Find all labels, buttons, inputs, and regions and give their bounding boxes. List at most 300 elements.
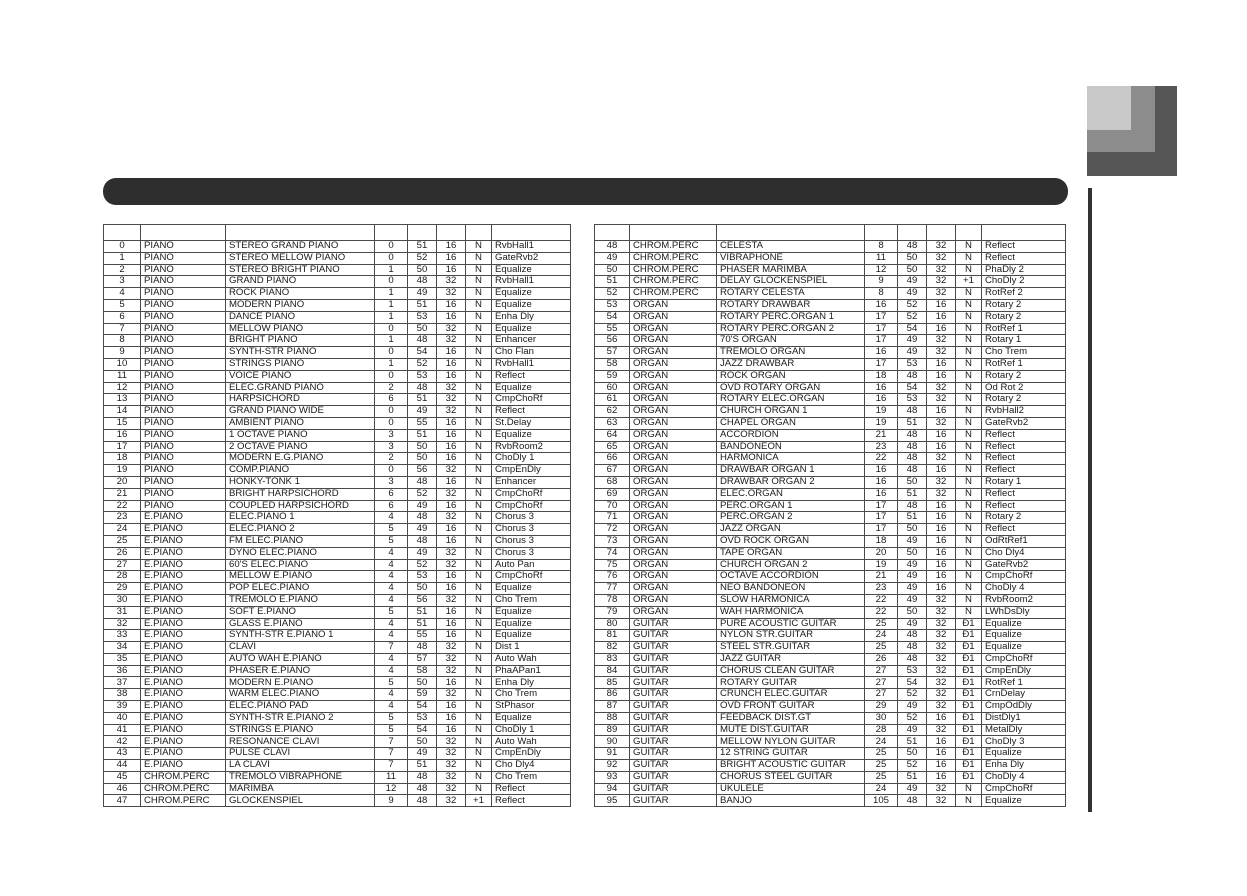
cell-octave: N xyxy=(466,453,492,465)
cell-volume: 32 xyxy=(437,382,466,394)
cell-msb: 4 xyxy=(375,665,408,677)
cell-group: ORGAN xyxy=(630,417,717,429)
cell-program: 50 xyxy=(898,252,927,264)
cell-msb: 20 xyxy=(865,547,898,559)
cell-number: 59 xyxy=(595,370,630,382)
cell-program: 51 xyxy=(408,429,437,441)
cell-msb: 8 xyxy=(865,288,898,300)
table-row xyxy=(104,311,571,323)
cell-volume: 16 xyxy=(927,311,956,323)
cell-octave: N xyxy=(956,783,982,795)
table-row xyxy=(104,358,571,370)
cell-voice-name: MELLOW PIANO xyxy=(226,323,375,335)
cell-number: 46 xyxy=(104,783,141,795)
column-header xyxy=(408,225,437,241)
table-row xyxy=(595,559,1066,571)
cell-msb: 5 xyxy=(375,535,408,547)
cell-program: 49 xyxy=(408,406,437,418)
table-row xyxy=(595,311,1066,323)
cell-msb: 0 xyxy=(375,252,408,264)
table-row xyxy=(104,689,571,701)
cell-group: ORGAN xyxy=(630,476,717,488)
cell-number: 77 xyxy=(595,583,630,595)
cell-octave: N xyxy=(466,701,492,713)
cell-voice-name: BRIGHT ACOUSTIC GUITAR xyxy=(717,760,865,772)
cell-volume: 16 xyxy=(927,535,956,547)
cell-number: 18 xyxy=(104,453,141,465)
cell-volume: 16 xyxy=(437,252,466,264)
cell-effect: Equalize xyxy=(492,288,571,300)
cell-number: 90 xyxy=(595,736,630,748)
table-row xyxy=(104,571,571,583)
cell-voice-name: WARM ELEC.PIANO xyxy=(226,689,375,701)
cell-program: 50 xyxy=(408,583,437,595)
cell-group: E.PIANO xyxy=(141,547,226,559)
table-row xyxy=(595,382,1066,394)
cell-voice-name: PERC.ORGAN 1 xyxy=(717,500,865,512)
table-row xyxy=(104,264,571,276)
cell-voice-name: NEO BANDONEON xyxy=(717,583,865,595)
cell-voice-name: ELEC.ORGAN xyxy=(717,488,865,500)
cell-volume: 32 xyxy=(927,783,956,795)
cell-group: PIANO xyxy=(141,335,226,347)
cell-volume: 16 xyxy=(927,583,956,595)
cell-effect: Chorus 3 xyxy=(492,547,571,559)
cell-octave: Ð1 xyxy=(956,642,982,654)
cell-volume: 32 xyxy=(927,795,956,807)
cell-program: 54 xyxy=(408,701,437,713)
cell-msb: 18 xyxy=(865,370,898,382)
cell-octave: N xyxy=(466,264,492,276)
cell-voice-name: JAZZ DRAWBAR xyxy=(717,358,865,370)
table-row xyxy=(595,748,1066,760)
cell-effect: Rotary 1 xyxy=(982,335,1066,347)
cell-volume: 32 xyxy=(437,594,466,606)
table-row xyxy=(104,642,571,654)
cell-volume: 32 xyxy=(437,642,466,654)
cell-msb: 6 xyxy=(375,394,408,406)
cell-voice-name: OVD FRONT GUITAR xyxy=(717,701,865,713)
cell-group: ORGAN xyxy=(630,535,717,547)
table-right-body xyxy=(595,241,1066,807)
cell-group: PIANO xyxy=(141,276,226,288)
cell-group: GUITAR xyxy=(630,630,717,642)
cell-volume: 32 xyxy=(437,795,466,807)
cell-effect: Auto Pan xyxy=(492,559,571,571)
cell-program: 50 xyxy=(408,441,437,453)
cell-msb: 1 xyxy=(375,335,408,347)
cell-octave: N xyxy=(956,299,982,311)
table-row xyxy=(595,417,1066,429)
cell-octave: N xyxy=(956,524,982,536)
cell-number: 65 xyxy=(595,441,630,453)
cell-volume: 32 xyxy=(437,771,466,783)
cell-volume: 16 xyxy=(927,465,956,477)
cell-effect: Rotary 2 xyxy=(982,512,1066,524)
cell-octave: N xyxy=(956,795,982,807)
cell-effect: CmpChoRf xyxy=(982,653,1066,665)
cell-number: 68 xyxy=(595,476,630,488)
cell-voice-name: 1 OCTAVE PIANO xyxy=(226,429,375,441)
cell-group: GUITAR xyxy=(630,771,717,783)
cell-group: ORGAN xyxy=(630,429,717,441)
cell-effect: Equalize xyxy=(492,630,571,642)
column-header xyxy=(898,225,927,241)
cell-effect: Reflect xyxy=(982,252,1066,264)
cell-group: E.PIANO xyxy=(141,748,226,760)
cell-number: 79 xyxy=(595,606,630,618)
cell-msb: 24 xyxy=(865,736,898,748)
cell-group: ORGAN xyxy=(630,500,717,512)
cell-number: 87 xyxy=(595,701,630,713)
cell-msb: 19 xyxy=(865,406,898,418)
cell-msb: 23 xyxy=(865,441,898,453)
cell-group: E.PIANO xyxy=(141,724,226,736)
cell-msb: 3 xyxy=(375,476,408,488)
cell-volume: 32 xyxy=(927,252,956,264)
cell-msb: 1 xyxy=(375,288,408,300)
column-header xyxy=(141,225,226,241)
cell-group: E.PIANO xyxy=(141,571,226,583)
cell-effect: Dist 1 xyxy=(492,642,571,654)
cell-group: PIANO xyxy=(141,476,226,488)
cell-msb: 27 xyxy=(865,689,898,701)
cell-msb: 16 xyxy=(865,465,898,477)
cell-group: ORGAN xyxy=(630,606,717,618)
table-row xyxy=(104,323,571,335)
cell-volume: 32 xyxy=(927,677,956,689)
cell-program: 49 xyxy=(408,547,437,559)
table-row xyxy=(595,488,1066,500)
cell-program: 50 xyxy=(898,524,927,536)
cell-program: 48 xyxy=(898,441,927,453)
cell-octave: N xyxy=(466,417,492,429)
cell-octave: N xyxy=(466,594,492,606)
cell-effect: Equalize xyxy=(492,583,571,595)
cell-volume: 16 xyxy=(437,241,466,253)
cell-octave: N xyxy=(466,323,492,335)
table-row xyxy=(595,299,1066,311)
cell-effect: Equalize xyxy=(492,618,571,630)
cell-number: 25 xyxy=(104,535,141,547)
cell-number: 21 xyxy=(104,488,141,500)
table-row xyxy=(104,299,571,311)
cell-voice-name: OCTAVE ACCORDION xyxy=(717,571,865,583)
cell-program: 50 xyxy=(408,677,437,689)
cell-group: GUITAR xyxy=(630,618,717,630)
cell-number: 9 xyxy=(104,347,141,359)
cell-number: 60 xyxy=(595,382,630,394)
cell-group: E.PIANO xyxy=(141,665,226,677)
cell-octave: N xyxy=(466,606,492,618)
cell-program: 51 xyxy=(898,736,927,748)
cell-octave: N xyxy=(956,594,982,606)
cell-voice-name: NYLON STR.GUITAR xyxy=(717,630,865,642)
cell-volume: 16 xyxy=(437,358,466,370)
cell-volume: 32 xyxy=(927,630,956,642)
cell-number: 39 xyxy=(104,701,141,713)
cell-effect: Reflect xyxy=(982,488,1066,500)
column-header xyxy=(630,225,717,241)
cell-volume: 32 xyxy=(437,748,466,760)
cell-volume: 32 xyxy=(927,488,956,500)
cell-voice-name: PURE ACOUSTIC GUITAR xyxy=(717,618,865,630)
cell-effect: Equalize xyxy=(492,323,571,335)
cell-volume: 32 xyxy=(927,689,956,701)
cell-effect: StPhasor xyxy=(492,701,571,713)
cell-number: 2 xyxy=(104,264,141,276)
cell-octave: N xyxy=(956,406,982,418)
cell-octave: N xyxy=(956,488,982,500)
cell-volume: 32 xyxy=(927,347,956,359)
cell-octave: N xyxy=(956,606,982,618)
cell-effect: RvbRoom2 xyxy=(982,594,1066,606)
cell-program: 53 xyxy=(408,370,437,382)
cell-octave: N xyxy=(956,465,982,477)
cell-group: ORGAN xyxy=(630,465,717,477)
column-header xyxy=(375,225,408,241)
column-header xyxy=(595,225,630,241)
cell-program: 48 xyxy=(408,382,437,394)
cell-voice-name: ROTARY GUITAR xyxy=(717,677,865,689)
cell-volume: 16 xyxy=(437,701,466,713)
cell-voice-name: CHORUS STEEL GUITAR xyxy=(717,771,865,783)
cell-program: 48 xyxy=(898,500,927,512)
section-header-bar xyxy=(103,178,1068,205)
cell-volume: 16 xyxy=(927,429,956,441)
cell-octave: N xyxy=(956,500,982,512)
cell-voice-name: TREMOLO VIBRAPHONE xyxy=(226,771,375,783)
cell-program: 49 xyxy=(898,724,927,736)
cell-group: E.PIANO xyxy=(141,524,226,536)
cell-octave: Ð1 xyxy=(956,618,982,630)
cell-program: 52 xyxy=(408,252,437,264)
table-row xyxy=(104,665,571,677)
cell-number: 8 xyxy=(104,335,141,347)
cell-number: 22 xyxy=(104,500,141,512)
cell-octave: N xyxy=(956,382,982,394)
cell-msb: 16 xyxy=(865,394,898,406)
cell-octave: Ð1 xyxy=(956,748,982,760)
cell-octave: +1 xyxy=(956,276,982,288)
table-row xyxy=(104,594,571,606)
cell-octave: N xyxy=(466,618,492,630)
table-row xyxy=(104,512,571,524)
cell-group: PIANO xyxy=(141,465,226,477)
cell-voice-name: SOFT E.PIANO xyxy=(226,606,375,618)
cell-number: 66 xyxy=(595,453,630,465)
cell-program: 59 xyxy=(408,689,437,701)
cell-effect: PhaDly 2 xyxy=(982,264,1066,276)
cell-group: ORGAN xyxy=(630,299,717,311)
cell-voice-name: ELEC.PIANO 1 xyxy=(226,512,375,524)
right-margin-bar xyxy=(1088,188,1092,812)
cell-msb: 29 xyxy=(865,701,898,713)
cell-volume: 32 xyxy=(927,665,956,677)
cell-group: CHROM.PERC xyxy=(630,252,717,264)
cell-msb: 0 xyxy=(375,417,408,429)
cell-volume: 16 xyxy=(437,500,466,512)
cell-group: CHROM.PERC xyxy=(630,241,717,253)
cell-msb: 1 xyxy=(375,311,408,323)
cell-voice-name: 60'S ELEC.PIANO xyxy=(226,559,375,571)
cell-msb: 1 xyxy=(375,299,408,311)
cell-number: 1 xyxy=(104,252,141,264)
table-row xyxy=(595,512,1066,524)
cell-effect: Rotary 1 xyxy=(982,476,1066,488)
cell-volume: 16 xyxy=(927,524,956,536)
cell-voice-name: OVD ROCK ORGAN xyxy=(717,535,865,547)
cell-msb: 19 xyxy=(865,417,898,429)
cell-program: 51 xyxy=(408,606,437,618)
cell-volume: 32 xyxy=(927,335,956,347)
cell-octave: N xyxy=(466,524,492,536)
cell-program: 50 xyxy=(408,453,437,465)
cell-program: 53 xyxy=(898,358,927,370)
table-row xyxy=(104,241,571,253)
cell-group: GUITAR xyxy=(630,724,717,736)
cell-voice-name: MODERN E.PIANO xyxy=(226,677,375,689)
cell-effect: Reflect xyxy=(982,241,1066,253)
cell-effect: RvbHall1 xyxy=(492,276,571,288)
cell-msb: 22 xyxy=(865,453,898,465)
cell-volume: 32 xyxy=(437,488,466,500)
cell-voice-name: STEREO GRAND PIANO xyxy=(226,241,375,253)
cell-voice-name: ELEC.PIANO 2 xyxy=(226,524,375,536)
cell-effect: Enha Dly xyxy=(492,311,571,323)
cell-group: ORGAN xyxy=(630,347,717,359)
cell-msb: 11 xyxy=(375,771,408,783)
cell-group: E.PIANO xyxy=(141,606,226,618)
cell-voice-name: MARIMBA xyxy=(226,783,375,795)
cell-number: 49 xyxy=(595,252,630,264)
cell-number: 47 xyxy=(104,795,141,807)
cell-octave: N xyxy=(466,559,492,571)
cell-number: 40 xyxy=(104,712,141,724)
cell-program: 48 xyxy=(408,512,437,524)
cell-msb: 3 xyxy=(375,441,408,453)
cell-octave: N xyxy=(466,370,492,382)
table-row xyxy=(595,583,1066,595)
cell-volume: 16 xyxy=(437,299,466,311)
cell-group: ORGAN xyxy=(630,394,717,406)
cell-program: 52 xyxy=(898,689,927,701)
cell-effect: CmpChoRf xyxy=(492,571,571,583)
table-row xyxy=(595,252,1066,264)
cell-voice-name: ELEC.PIANO PAD xyxy=(226,701,375,713)
cell-msb: 0 xyxy=(375,241,408,253)
cell-program: 53 xyxy=(898,394,927,406)
cell-volume: 16 xyxy=(437,677,466,689)
cell-octave: Ð1 xyxy=(956,724,982,736)
cell-msb: 2 xyxy=(375,453,408,465)
cell-voice-name: ACCORDION xyxy=(717,429,865,441)
cell-octave: N xyxy=(466,630,492,642)
cell-voice-name: CLAVI xyxy=(226,642,375,654)
header-row xyxy=(104,225,571,241)
cell-program: 48 xyxy=(898,241,927,253)
cell-number: 34 xyxy=(104,642,141,654)
cell-number: 12 xyxy=(104,382,141,394)
cell-octave: N xyxy=(466,358,492,370)
cell-group: E.PIANO xyxy=(141,535,226,547)
cell-program: 50 xyxy=(898,547,927,559)
cell-voice-name: FEEDBACK DIST.GT xyxy=(717,712,865,724)
cell-number: 82 xyxy=(595,642,630,654)
cell-number: 27 xyxy=(104,559,141,571)
cell-msb: 0 xyxy=(375,276,408,288)
cell-effect: Rotary 2 xyxy=(982,299,1066,311)
cell-volume: 32 xyxy=(927,241,956,253)
cell-number: 69 xyxy=(595,488,630,500)
cell-effect: Auto Wah xyxy=(492,653,571,665)
cell-volume: 32 xyxy=(927,642,956,654)
cell-group: ORGAN xyxy=(630,571,717,583)
cell-volume: 16 xyxy=(927,323,956,335)
cell-number: 6 xyxy=(104,311,141,323)
table-row xyxy=(595,724,1066,736)
cell-octave: N xyxy=(956,535,982,547)
cell-octave: N xyxy=(466,512,492,524)
cell-effect: Enhancer xyxy=(492,476,571,488)
table-row xyxy=(104,547,571,559)
cell-volume: 32 xyxy=(437,276,466,288)
cell-voice-name: CHURCH ORGAN 2 xyxy=(717,559,865,571)
table-row xyxy=(104,748,571,760)
cell-volume: 16 xyxy=(927,500,956,512)
cell-volume: 16 xyxy=(437,370,466,382)
cell-octave: N xyxy=(466,465,492,477)
cell-msb: 5 xyxy=(375,724,408,736)
cell-program: 49 xyxy=(898,618,927,630)
cell-group: PIANO xyxy=(141,370,226,382)
cell-effect: CmpChoRf xyxy=(492,488,571,500)
table-row xyxy=(595,429,1066,441)
cell-number: 3 xyxy=(104,276,141,288)
cell-group: GUITAR xyxy=(630,689,717,701)
table-row xyxy=(595,736,1066,748)
cell-effect: Rotary 2 xyxy=(982,394,1066,406)
cell-number: 92 xyxy=(595,760,630,772)
cell-octave: N xyxy=(956,559,982,571)
cell-group: ORGAN xyxy=(630,547,717,559)
cell-group: CHROM.PERC xyxy=(630,288,717,300)
cell-volume: 32 xyxy=(927,618,956,630)
cell-octave: N xyxy=(956,241,982,253)
cell-number: 50 xyxy=(595,264,630,276)
cell-voice-name: CHAPEL ORGAN xyxy=(717,417,865,429)
cell-number: 32 xyxy=(104,618,141,630)
cell-number: 24 xyxy=(104,524,141,536)
cell-octave: N xyxy=(956,571,982,583)
cell-octave: N xyxy=(466,288,492,300)
cell-effect: Cho Trem xyxy=(492,771,571,783)
cell-effect: Enhancer xyxy=(492,335,571,347)
cell-voice-name: SYNTH-STR PIANO xyxy=(226,347,375,359)
cell-voice-name: HONKY-TONK 1 xyxy=(226,476,375,488)
cell-effect: Equalize xyxy=(982,618,1066,630)
cell-group: PIANO xyxy=(141,488,226,500)
cell-number: 54 xyxy=(595,311,630,323)
column-header xyxy=(466,225,492,241)
cell-volume: 32 xyxy=(927,394,956,406)
cell-msb: 25 xyxy=(865,618,898,630)
cell-msb: 4 xyxy=(375,512,408,524)
cell-octave: N xyxy=(466,299,492,311)
cell-volume: 16 xyxy=(437,724,466,736)
table-row xyxy=(595,642,1066,654)
cell-msb: 6 xyxy=(375,500,408,512)
